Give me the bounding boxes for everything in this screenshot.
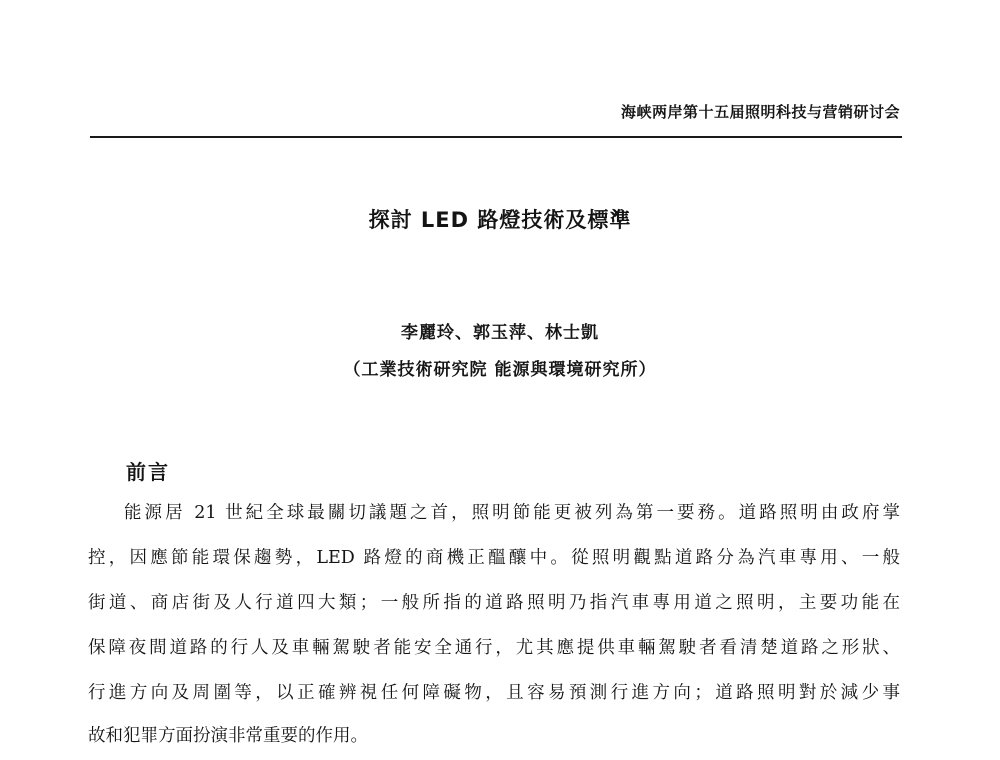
paragraph-line: 街道、商店街及人行道四大類；一般所指的道路照明乃指汽車專用道之照明，主要功能在 bbox=[88, 593, 900, 613]
author-affiliation: （工業技術研究院 能源與環境研究所） bbox=[343, 360, 657, 380]
paragraph-line: 保障夜間道路的行人及車輛駕駛者能安全通行，尤其應提供車輛駕駛者看清楚道路之形狀、 bbox=[88, 638, 900, 658]
paragraph-line: 故和犯罪方面扮演非常重要的作用。 bbox=[88, 726, 368, 746]
paragraph-line: 控，因應節能環保趨勢，LED 路燈的商機正醞釀中。從照明觀點道路分為汽車專用、一般 bbox=[88, 548, 900, 568]
section-heading-preface: 前言 bbox=[126, 460, 170, 484]
author-list: 李麗玲、郭玉萍、林士凱 bbox=[401, 323, 599, 343]
paragraph-line: 能源居 21 世紀全球最關切議題之首，照明節能更被列為第一要務。道路照明由政府掌 bbox=[124, 503, 900, 523]
paragraph-line: 行進方向及周圍等，以正確辨視任何障礙物，且容易預測行進方向；道路照明對於減少事 bbox=[88, 683, 900, 703]
running-header bbox=[90, 98, 902, 138]
paper-title: 探討 LED 路燈技術及標準 bbox=[368, 208, 632, 232]
conference-name: 海峡两岸第十五届照明科技与营销研讨会 bbox=[620, 103, 900, 121]
